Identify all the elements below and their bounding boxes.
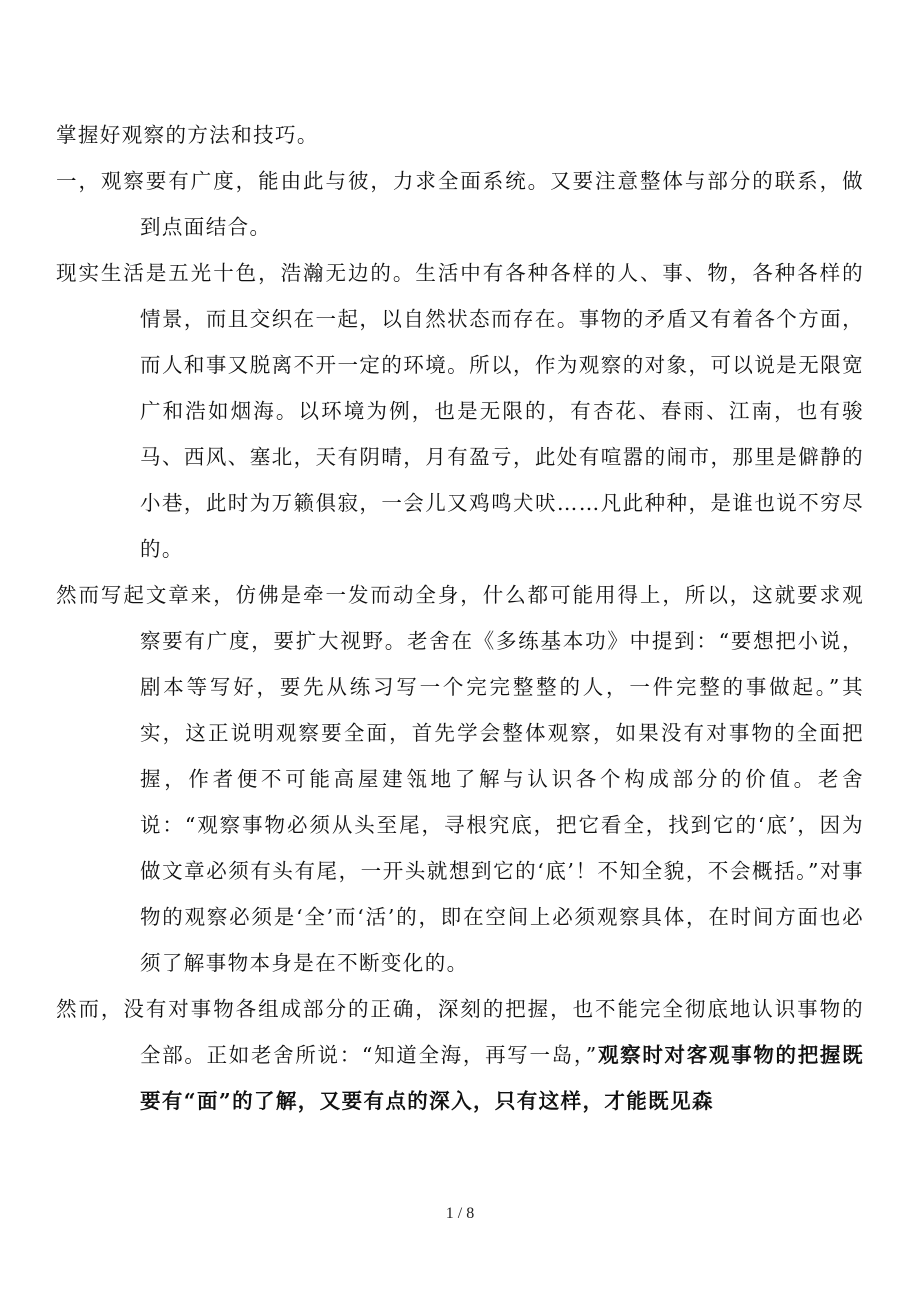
body-paragraph-parts xyxy=(56,986,864,1124)
body-paragraph-writing: 然而写起文章来，仿佛是牵一发而动全身，什么都可能用得上，所以，这就要求观察要有广度，要扩大视野。老舍在《多练基本功》中提到：“要想把小说，剧本等写好，要先从练习写一个完完整整的人，一件完整的事做起。”其实，这正说明观察要全面，首先学会整体观察，如果没有对事物的全面把握，作者便不可能高屋建瓴地了解与认识各个构成部分的价值。老舍说：“观察事物必须从头至尾，寻根究底，把它看全，找到它的‘底’，因为做文章必须有头有尾，一开头就想到它的‘底’！不知全貌，不会概括。”对事物的观察必须是‘全’而‘活’的，即在空间上必须观察具体，在时间方面也必须了解事物本身是在不断变化的。 xyxy=(56,583,864,975)
point-one-heading: 一，观察要有广度，能由此与彼，力求全面系统。又要注意整体与部分的联系，做到点面结合。 xyxy=(56,169,864,239)
body-paragraph-life: 现实生活是五光十色，浩瀚无边的。生活中有各种各样的人、事、物，各种各样的情景，而且交织在一起，以自然状态而存在。事物的矛盾又有着各个方面，而人和事又脱离不开一定的环境。所以，作为观察的对象，可以说是无限宽广和浩如烟海。以环境为例，也是无限的，有杏花、春雨、江南，也有骏马、西风、塞北，天有阴晴，月有盈亏，此处有喧嚣的闹市，那里是僻静的小巷，此时为万籁俱寂，一会儿又鸡鸣犬吠……凡此种种，是谁也说不穷尽的。 xyxy=(56,261,864,561)
paragraph-bold-text: 观察时对客观事物的把握既要有“面”的了解，又要有点的深入，只有这样，才能既见森 xyxy=(140,1043,864,1113)
paragraph-normal-text: 然而，没有对事物各组成部分的正确，深刻的把握，也不能完全彻底地认识事物的全部。正如老舍所说：“知道全海，再写一岛，” xyxy=(56,997,864,1067)
document-body xyxy=(56,112,864,1124)
page-number: 1 / 8 xyxy=(445,1205,475,1222)
intro-paragraph: 掌握好观察的方法和技巧。 xyxy=(56,123,319,147)
